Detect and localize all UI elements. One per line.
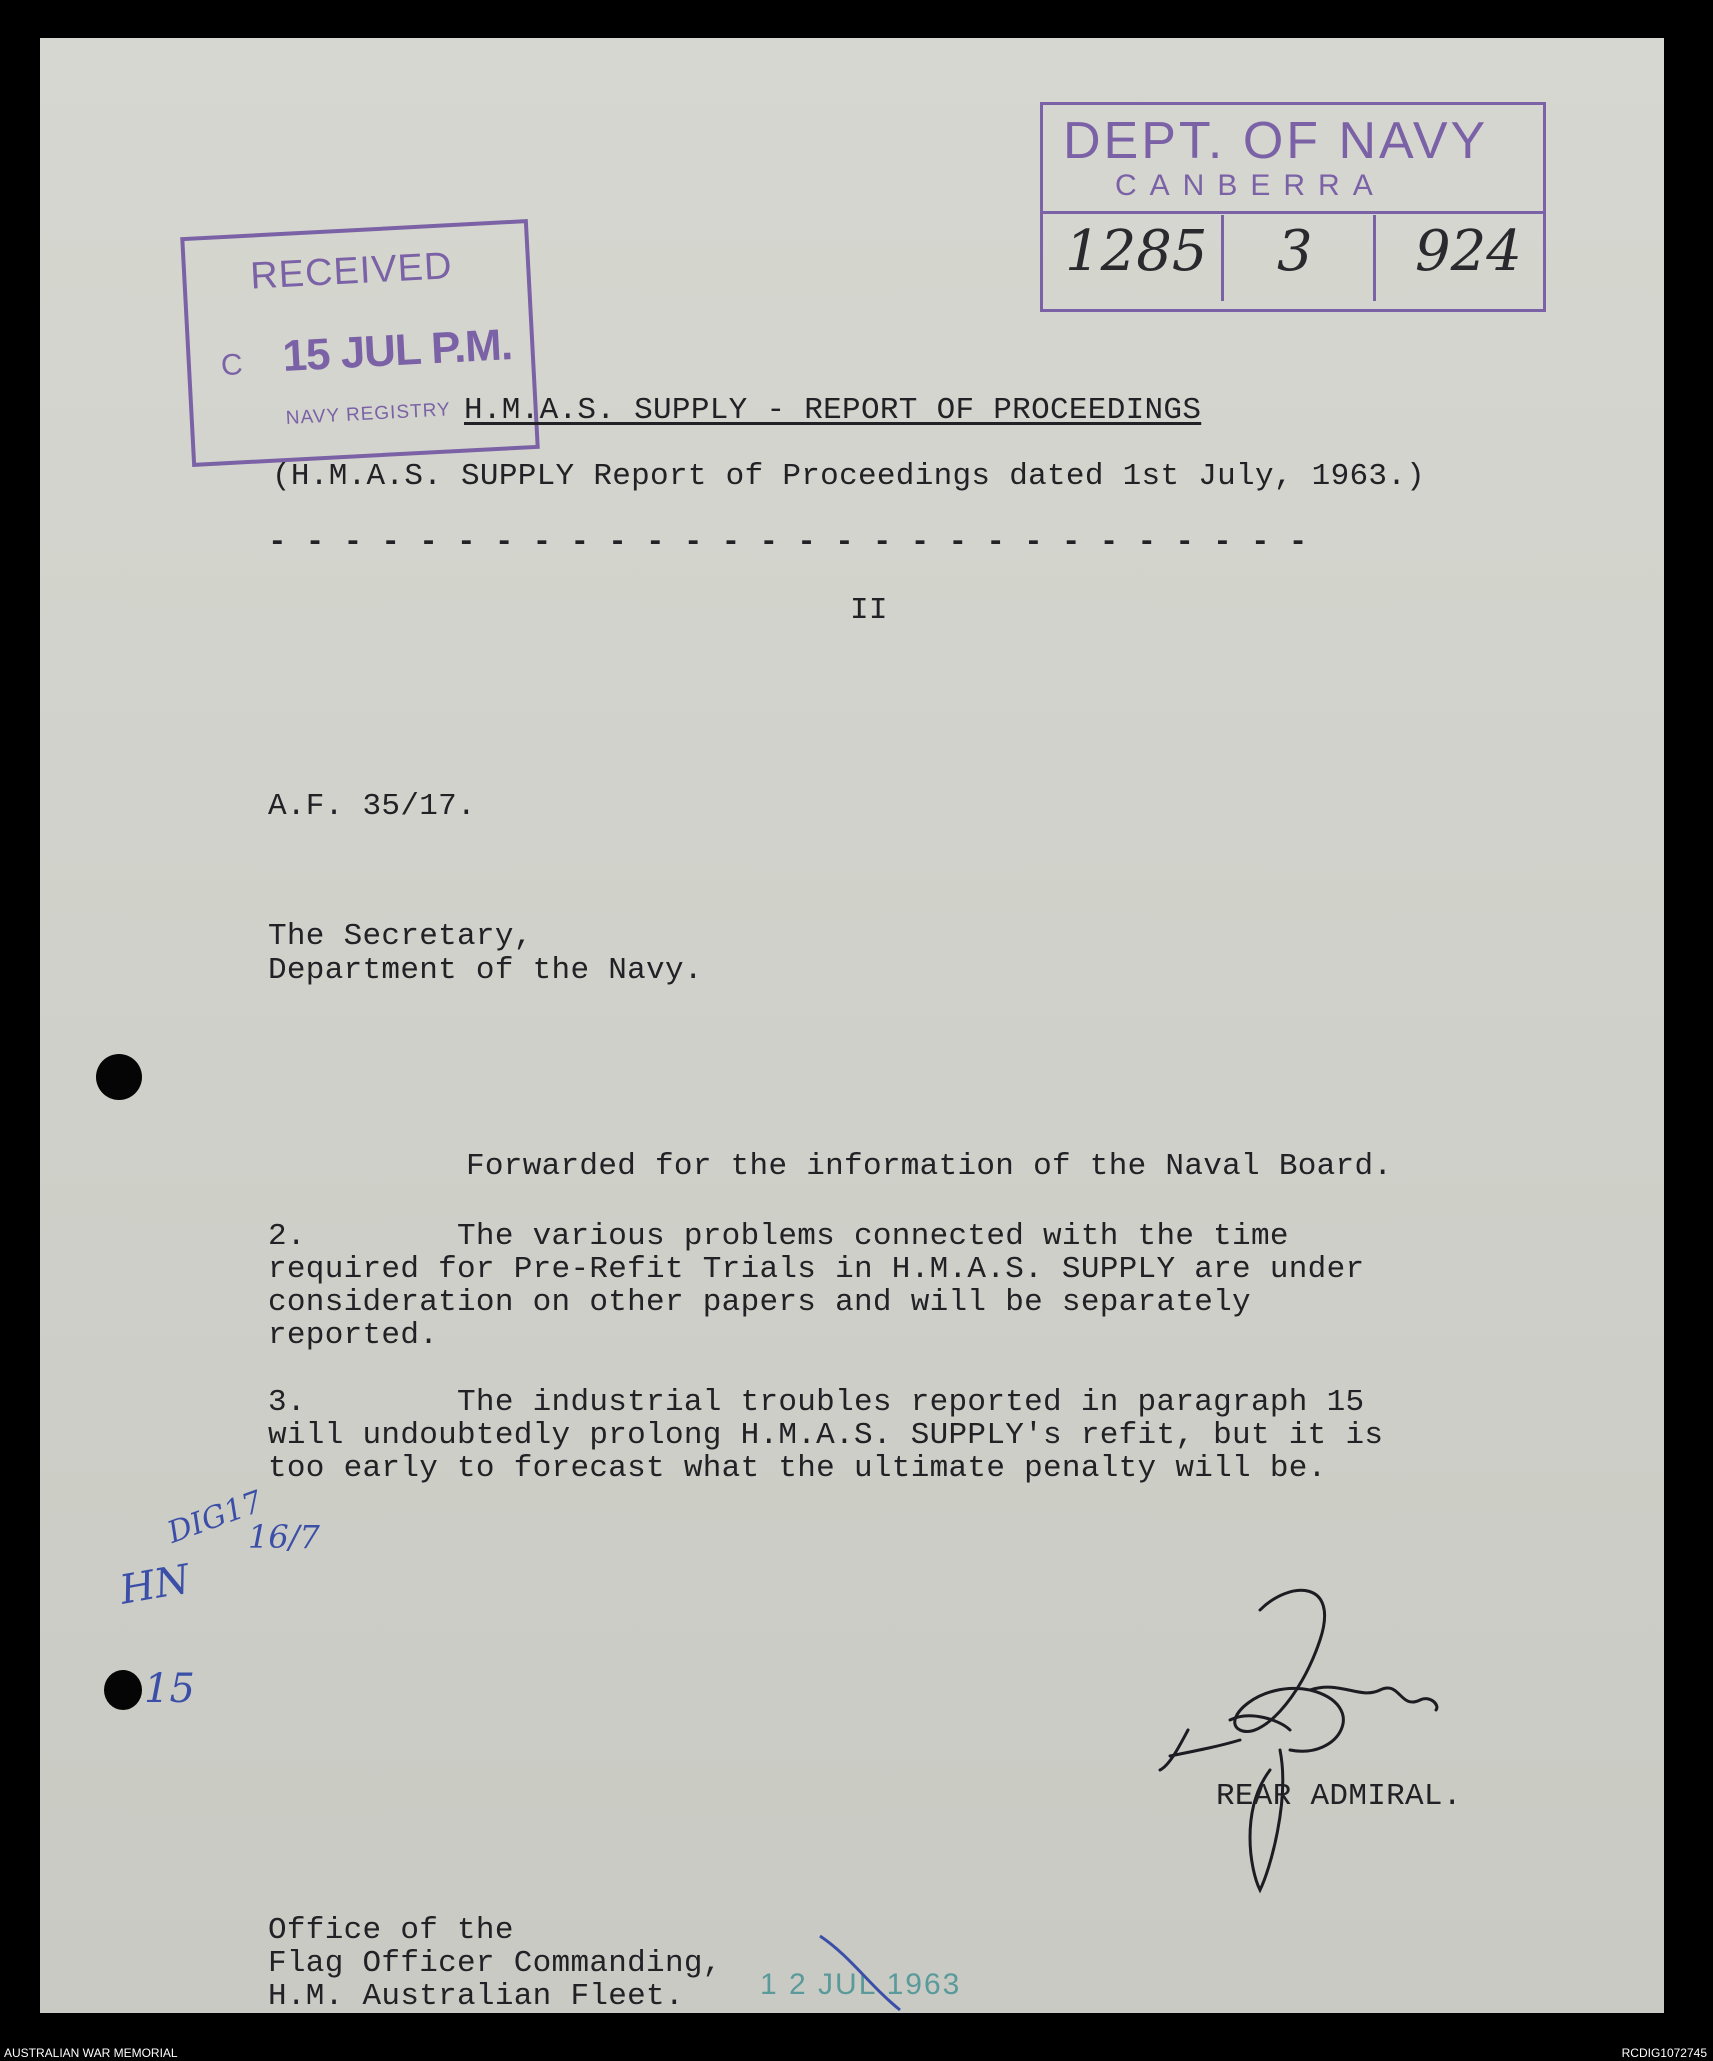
date-stamp-strike bbox=[810, 1926, 930, 2016]
footer-catalog-id: RCDIG1072745 bbox=[1621, 2046, 1707, 2060]
paragraph-3-line: too early to forecast what the ultimate penalty will be. bbox=[268, 1451, 1327, 1486]
document-title: H.M.A.S. SUPPLY - REPORT OF PROCEEDINGS bbox=[464, 393, 1202, 428]
document-subtitle: (H.M.A.S. SUPPLY Report of Proceedings dated 1st July, 1963.) bbox=[272, 459, 1426, 494]
title-separator: - - - - - - - - - - - - - - - - - - - - - - - - - - - - bbox=[268, 525, 1308, 560]
margin-note-initials: HN bbox=[116, 1556, 194, 1614]
signatory-rank: REAR ADMIRAL. bbox=[1216, 1779, 1462, 1814]
file-reference: A.F. 35/17. bbox=[268, 789, 476, 824]
stamp-number-1: 1285 bbox=[1065, 219, 1208, 284]
stamp-dept-line: DEPT. OF NAVY bbox=[1063, 112, 1489, 170]
received-date: 15 JUL P.M. bbox=[281, 320, 514, 382]
margin-note-dig: DIG17 bbox=[162, 1484, 268, 1551]
addressee-line-1: The Secretary, bbox=[268, 919, 533, 954]
received-registry: NAVY REGISTRY bbox=[285, 399, 452, 429]
office-line-1: Office of the bbox=[268, 1913, 514, 1948]
received-label: RECEIVED bbox=[249, 245, 454, 298]
received-prefix: C bbox=[220, 348, 244, 383]
paragraph-2-line: consideration on other papers and will be separately bbox=[268, 1285, 1251, 1320]
date-stamp: 1 2 JUL 1963 bbox=[760, 1968, 962, 2001]
dept-of-navy-stamp bbox=[1040, 102, 1546, 312]
paragraph-2-line: 2. The various problems connected with the time bbox=[268, 1219, 1289, 1254]
section-number: II bbox=[850, 593, 888, 628]
footer-institution: AUSTRALIAN WAR MEMORIAL bbox=[4, 2046, 178, 2060]
signature bbox=[1140, 1570, 1460, 1900]
punch-hole-upper bbox=[96, 1054, 142, 1100]
paragraph-2-line: reported. bbox=[268, 1318, 439, 1353]
stamp-divider bbox=[1043, 211, 1543, 214]
paragraph-3-line: will undoubtedly prolong H.M.A.S. SUPPLY's refit, but it is bbox=[268, 1418, 1384, 1453]
margin-note-number: 15 bbox=[144, 1666, 195, 1712]
addressee-line-2: Department of the Navy. bbox=[268, 953, 703, 988]
stamp-number-3: 924 bbox=[1415, 219, 1522, 284]
paragraph-1: Forwarded for the information of the Naval Board. bbox=[466, 1149, 1393, 1184]
punch-hole-lower bbox=[104, 1670, 142, 1710]
stamp-city-line: CANBERRA bbox=[1115, 169, 1386, 202]
stamp-cell-divider-1 bbox=[1221, 215, 1224, 301]
paragraph-2-line: required for Pre-Refit Trials in H.M.A.S. SUPPLY are under bbox=[268, 1252, 1365, 1287]
stamp-cell-divider-2 bbox=[1373, 215, 1376, 301]
office-line-2: Flag Officer Commanding, bbox=[268, 1946, 722, 1981]
paragraph-3-line: 3. The industrial troubles reported in paragraph 15 bbox=[268, 1385, 1365, 1420]
margin-note-date: 16/7 bbox=[248, 1518, 320, 1556]
received-stamp bbox=[180, 219, 540, 467]
stamp-number-2: 3 bbox=[1277, 219, 1313, 284]
office-line-3: H.M. Australian Fleet. bbox=[268, 1979, 684, 2014]
